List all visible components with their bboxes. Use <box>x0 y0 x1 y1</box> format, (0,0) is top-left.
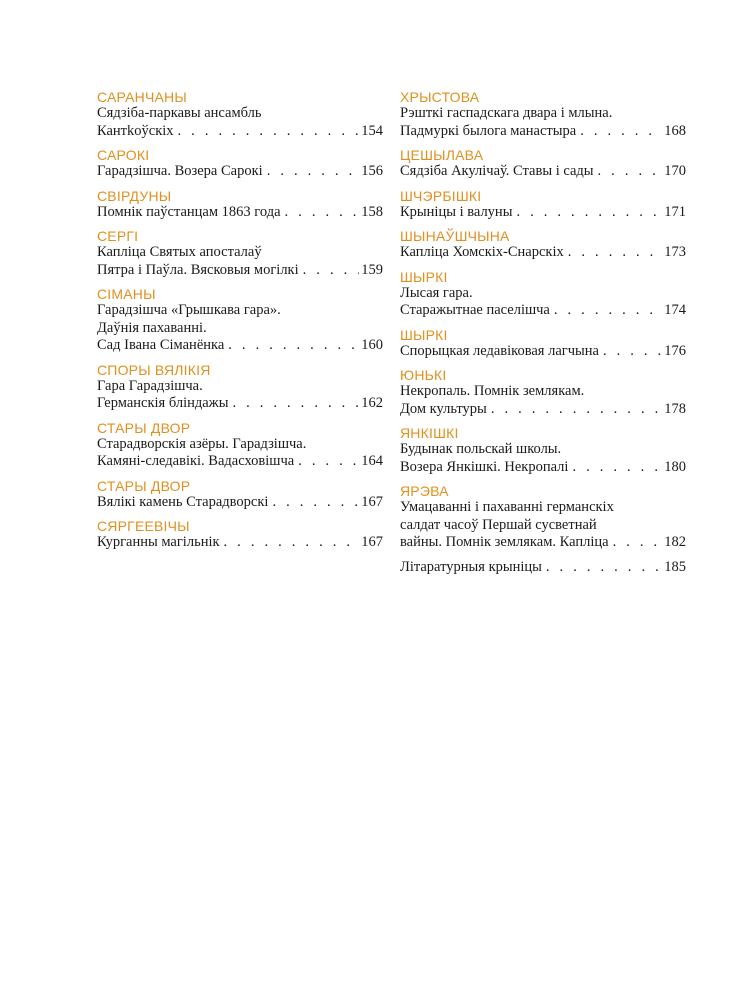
page-number: 178 <box>664 400 686 417</box>
section-heading: ШЫРКІ <box>400 326 448 343</box>
entry-title: Літаратурныя крыніцы <box>400 558 542 575</box>
section-heading: ХРЫСТОВА <box>400 89 480 105</box>
page-number: 176 <box>664 342 686 359</box>
toc-entry <box>97 534 383 552</box>
entry-title: Падмуркі былога манастыра <box>400 122 577 139</box>
toc-section <box>400 425 686 476</box>
dot-leader <box>576 123 662 141</box>
page-number: 182 <box>664 534 686 550</box>
toc-entry <box>400 401 686 419</box>
section-heading: СПОРЫ ВЯЛІКІЯ <box>97 361 211 378</box>
entry-title: вайны. Помнік землякам. Капліца <box>400 534 609 550</box>
toc-section <box>400 147 686 181</box>
page-number: 164 <box>361 453 383 469</box>
entry-title: Сад Івана Сіманёнка <box>97 337 225 353</box>
entry-title: Умацаванні і пахаванні германскіх <box>400 499 614 515</box>
dot-leader <box>512 204 662 222</box>
dot-leader <box>550 302 662 320</box>
toc-entry <box>97 204 383 222</box>
toc-section <box>97 518 383 552</box>
entry-title: Пятра і Паўла. Вясковыя могілкі <box>97 261 299 278</box>
toc-entry <box>400 163 686 181</box>
dot-leader <box>174 123 359 141</box>
entry-title: Сядзіба-паркавы ансамбль <box>97 105 262 121</box>
toc-entry <box>400 204 686 222</box>
page-number: 174 <box>664 302 686 318</box>
entry-title: Крыніцы і валуны <box>400 203 513 220</box>
toc-section <box>97 286 383 355</box>
entry-title: Капліца Хомскіх-Снарскіх <box>400 244 564 260</box>
toc-entry-text <box>97 378 383 396</box>
toc-entry <box>97 395 383 413</box>
toc-entry <box>97 453 383 471</box>
dot-leader <box>487 401 662 419</box>
toc-entry <box>97 337 383 355</box>
toc-entry <box>97 163 383 181</box>
section-heading: СТАРЫ ДВОР <box>97 419 191 436</box>
entry-title: Дом культуры <box>400 400 487 417</box>
page-number: 180 <box>664 458 686 475</box>
dot-leader <box>599 343 662 361</box>
entry-title: Даўнія пахаванні. <box>97 319 207 336</box>
section-heading: ЯРЭВА <box>400 483 449 499</box>
page-number: 167 <box>361 534 383 550</box>
toc-entry-text <box>97 244 383 262</box>
section-heading: ШЧЭРБІШКІ <box>400 187 482 204</box>
entry-title: Гарадзішча. Возера Сарокі <box>97 163 263 179</box>
section-heading: ШЫНАЎШЧЫНА <box>400 228 510 244</box>
toc-section <box>97 362 383 413</box>
section-heading: СІМАНЫ <box>97 286 156 302</box>
dot-leader <box>564 244 662 262</box>
toc-section <box>97 89 383 140</box>
dot-leader <box>568 459 662 477</box>
page-number: 171 <box>664 203 686 220</box>
toc-entry <box>97 494 383 512</box>
dot-leader <box>224 337 359 355</box>
toc-entry <box>97 123 383 141</box>
toc-column-left <box>97 89 383 559</box>
page-number: 162 <box>361 395 383 411</box>
toc-entry-text <box>400 499 686 517</box>
page-number: 154 <box>361 122 383 139</box>
toc-entry-text <box>97 105 383 123</box>
page-number: 156 <box>361 163 383 179</box>
toc-section <box>97 147 383 181</box>
entry-title: Старажытнае паселішча <box>400 302 550 318</box>
page-number: 170 <box>664 163 686 179</box>
page-number: 168 <box>664 122 686 139</box>
toc-entry <box>400 123 686 141</box>
entry-title: Гарадзішча «Грышкава гара». <box>97 302 281 318</box>
entry-title: Лысая гара. <box>400 284 473 301</box>
dot-leader <box>268 494 359 512</box>
dot-leader <box>294 453 359 471</box>
dot-leader <box>281 204 359 222</box>
toc-entry-text <box>97 436 383 454</box>
dot-leader <box>594 163 662 181</box>
dot-leader <box>609 534 662 552</box>
toc-section <box>97 420 383 471</box>
toc-entry-text <box>400 441 686 459</box>
toc-entry <box>97 262 383 280</box>
entry-title: Сядзіба Акулічаў. Ставы і сады <box>400 163 594 179</box>
toc-section <box>400 89 686 140</box>
section-heading: САРОКІ <box>97 147 150 163</box>
toc-section <box>400 483 686 552</box>
section-heading: СТАРЫ ДВОР <box>97 477 191 494</box>
toc-entry <box>400 459 686 477</box>
dot-leader <box>228 395 359 413</box>
toc-section <box>400 559 686 577</box>
toc-entry-text <box>400 517 686 535</box>
toc-entry <box>400 534 686 552</box>
entry-title: салдат часоў Першай сусветнай <box>400 516 597 533</box>
entry-title: Камяні-следавікі. Вадасховішча <box>97 453 295 469</box>
page-number: 167 <box>361 493 383 510</box>
section-heading: СЯРГЕЕВІЧЫ <box>97 518 190 534</box>
entry-title: Кантkoўскіх <box>97 122 174 139</box>
toc-section <box>400 188 686 222</box>
dot-leader <box>542 559 662 577</box>
toc-section <box>400 269 686 320</box>
toc-entry-text <box>400 285 686 303</box>
toc-section <box>400 228 686 262</box>
toc-section <box>400 327 686 361</box>
section-heading: САРАНЧАНЫ <box>97 89 187 105</box>
page-number: 185 <box>664 558 686 575</box>
toc-section <box>97 228 383 279</box>
toc-entry-text <box>97 302 383 320</box>
toc-entry <box>400 343 686 361</box>
dot-leader <box>263 163 359 181</box>
toc-column-right <box>400 89 686 583</box>
dot-leader <box>220 534 359 552</box>
entry-title: Возера Янкішкі. Некропалі <box>400 458 569 475</box>
section-heading: ЯНКІШКІ <box>400 425 459 441</box>
entry-title: Помнік паўстанцам 1863 года <box>97 203 281 220</box>
entry-title: Гара Гарадзішча. <box>97 377 203 394</box>
toc-entry <box>400 559 686 577</box>
entry-title: Рэшткі гаспадскага двара і млына. <box>400 105 613 121</box>
toc-entry-text <box>400 105 686 123</box>
entry-title: Курганны магільнік <box>97 534 220 550</box>
entry-title: Будынак польскай школы. <box>400 441 562 457</box>
entry-title: Капліца Святых апосталаў <box>97 244 262 260</box>
toc-section <box>97 478 383 512</box>
section-heading: СЕРГІ <box>97 228 139 244</box>
entry-title: Старадворскія азёры. Гарадзішча. <box>97 435 307 452</box>
toc-entry <box>400 302 686 320</box>
section-heading: ЮНЬКІ <box>400 367 447 383</box>
entry-title: Германскія бліндажы <box>97 395 229 411</box>
page-number: 173 <box>664 244 686 260</box>
toc-section <box>97 188 383 222</box>
page-number: 158 <box>361 203 383 220</box>
toc-section <box>400 367 686 418</box>
section-heading: ШЫРКІ <box>400 268 448 285</box>
page-number: 160 <box>361 337 383 353</box>
entry-title: Спорыцкая ледавіковая лагчына <box>400 342 599 359</box>
entry-title: Вялікі камень Старадворскі <box>97 493 269 510</box>
dot-leader <box>299 262 359 280</box>
page-number: 159 <box>361 261 383 278</box>
toc-entry-text <box>400 383 686 401</box>
entry-title: Некропаль. Помнік землякам. <box>400 383 585 399</box>
toc-entry <box>400 244 686 262</box>
section-heading: ЦЕШЫЛАВА <box>400 147 484 163</box>
toc-entry-text <box>97 320 383 338</box>
section-heading: СВІРДУНЫ <box>97 187 172 204</box>
